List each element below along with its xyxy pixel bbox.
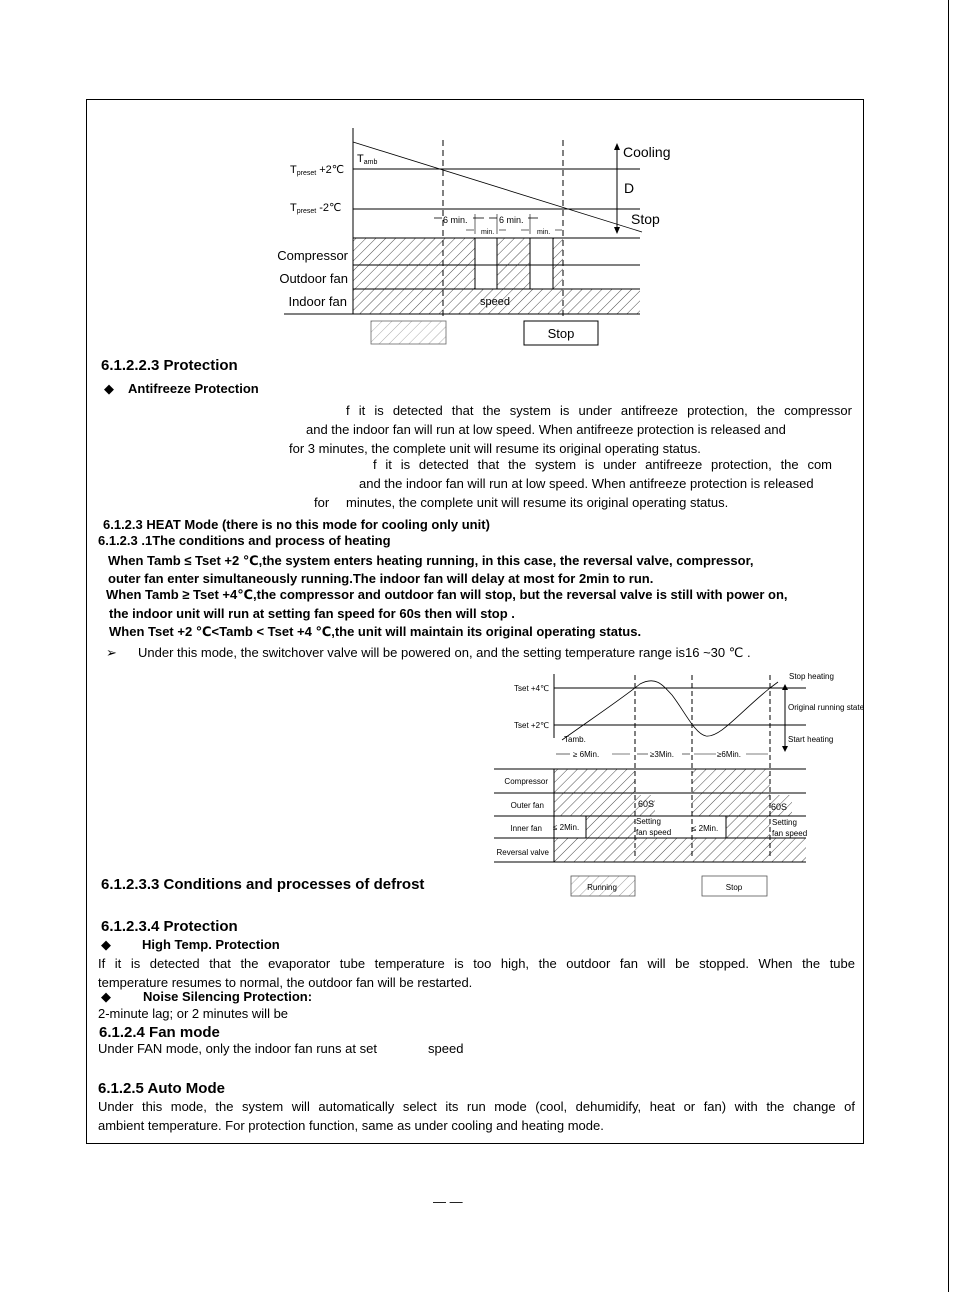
high-temp-title: High Temp. Protection (142, 937, 280, 952)
fan-speed-label-1: fan speed (636, 828, 672, 837)
defrost-heading: 6.1.2.3.3 Conditions and processes of defrost (101, 876, 425, 893)
heat-note: Under this mode, the switchover valve will be powered on, and the setting temperature range is16 ~30 ℃ . (138, 645, 751, 660)
cooling-timing-diagram (260, 120, 700, 352)
start-heating-label: Start heating (788, 735, 834, 744)
auto-mode-line-1: Under this mode, the system will automatically select its run mode (cool, dehumidify, heat or fan) with the change of (98, 1099, 855, 1114)
outdoor-fan-label: Outdoor fan (279, 271, 348, 286)
stop-heating-label: Stop heating (789, 672, 834, 681)
page-edge-line (948, 0, 949, 1292)
high-temp-line-1: If it is detected that the evaporator tube temperature is too high, the outdoor fan will be stopped. When the tube (98, 956, 855, 971)
tset2-label: Tset +2℃ (514, 721, 549, 730)
inner-fan-block-1 (586, 816, 635, 838)
antifreeze-line-1: f it is detected that the system is under antifreeze protection, the compressor (346, 403, 852, 418)
legend-running-label: Running (587, 883, 617, 892)
protection-heading: 6.1.2.2.3 Protection (101, 357, 238, 374)
le2-label-2: ≤ 2Min. (692, 824, 719, 833)
noise-line-1: 2-minute lag; or 2 minutes will be (98, 1006, 289, 1021)
tset4-label: Tset +4℃ (514, 684, 549, 693)
indoor-fan-label: Indoor fan (288, 294, 347, 309)
speed-label: speed (480, 296, 510, 308)
heating-timing-diagram (488, 664, 872, 900)
six-min-label-1: 6 min. (443, 215, 468, 225)
bullet-icon: ◆ (104, 381, 114, 396)
heat-condition-1a: When Tamb ≤ Tset +2 ℃,the system enters heating running, in this case, the reversal valve, compressor, (108, 553, 754, 568)
antifreeze-line-3: for 3 minutes, the complete unit will resume its original operating status. (289, 441, 701, 456)
tamb-label-heat: Tamb. (564, 735, 586, 744)
heat-mode-heading: 6.1.2.3 HEAT Mode (there is no this mode for cooling only unit) (103, 517, 490, 532)
antifreeze-title: Antifreeze Protection (128, 381, 259, 396)
inner-fan-block-2 (726, 816, 770, 838)
reversal-valve-label: Reversal valve (496, 848, 549, 857)
legend-running-swatch (371, 321, 446, 344)
compressor-run-block-1 (353, 238, 475, 289)
tpreset-minus2-label: Tpreset -2℃ (290, 202, 342, 215)
sixty-s-label-2: 60S (771, 802, 788, 812)
antifreeze-line-6a: for (314, 495, 330, 510)
compressor-run-block-2 (497, 238, 530, 289)
d-label: D (624, 180, 635, 196)
min-label-1: min. (481, 229, 495, 236)
heat-condition-3: When Tset +2 ℃<Tamb < Tset +4 ℃,the unit will maintain its original operating status. (109, 624, 642, 639)
tamb-trend-line (353, 142, 642, 232)
antifreeze-line-5: and the indoor fan will run at low speed. When antifreeze protection is released (359, 476, 814, 491)
fan-mode-line-a: Under FAN mode, only the indoor fan runs at set (98, 1041, 377, 1056)
stop-label: Stop (631, 211, 660, 227)
protection2-heading: 6.1.2.3.4 Protection (101, 918, 238, 935)
heat-conditions-subheading: 6.1.2.3 .1The conditions and process of heating (98, 533, 391, 548)
auto-mode-heading: 6.1.2.5 Auto Mode (98, 1080, 225, 1097)
tamb-label: Tamb (357, 153, 378, 166)
page-number-placeholder: — — (433, 1194, 463, 1209)
tpreset-plus2-label: Tpreset +2℃ (290, 164, 345, 177)
setting-label-2: Setting (772, 818, 797, 827)
fan-mode-heading: 6.1.2.4 Fan mode (99, 1024, 220, 1041)
heat-condition-2b: the indoor unit will run at setting fan speed for 60s then will stop . (109, 606, 515, 621)
compressor-outer-fan-block-1 (554, 769, 635, 816)
ge6-label-2: ≥6Min. (717, 750, 741, 759)
heat-condition-1b: outer fan enter simultaneously running.The indoor fan will delay at most for 2min to run. (108, 571, 654, 586)
setting-label-1: Setting (636, 817, 661, 826)
fan-speed-label-2: fan speed (772, 829, 808, 838)
auto-mode-line-2: ambient temperature. For protection function, same as under cooling and heating mode. (98, 1118, 604, 1133)
ge3-label: ≥3Min. (650, 750, 674, 759)
compressor-label-heat: Compressor (504, 777, 548, 786)
high-temp-line-2: temperature resumes to normal, the outdoor fan will be restarted. (98, 975, 473, 990)
tamb-curve (562, 681, 778, 740)
antifreeze-line-2: and the indoor fan will run at low speed. When antifreeze protection is released and (306, 422, 786, 437)
bullet-icon-3: ◆ (101, 989, 111, 1004)
reversal-valve-block (554, 838, 806, 862)
noise-title: Noise Silencing Protection: (143, 989, 313, 1004)
cooling-label: Cooling (623, 144, 671, 160)
legend-stop-label: Stop (547, 326, 575, 341)
le2-label-1: ≤ 2Min. (553, 823, 580, 832)
compressor-label: Compressor (277, 248, 348, 263)
bullet-icon-2: ◆ (101, 937, 111, 952)
heat-condition-2a: When Tamb ≥ Tset +4℃,the compressor and outdoor fan will stop, but the reversal valve is still with power on, (106, 587, 788, 602)
ge6-label-1: ≥ 6Min. (573, 750, 600, 759)
sixty-s-label-1: 60S (638, 799, 655, 809)
compressor-run-block-3 (553, 238, 563, 289)
min-label-2: min. (537, 229, 551, 236)
original-state-label: Original running state (788, 703, 865, 712)
antifreeze-line-4: f it is detected that the system is under antifreeze protection, the com (373, 457, 832, 472)
outer-fan-label: Outer fan (510, 801, 544, 810)
antifreeze-line-6b: minutes, the complete unit will resume its original operating status. (346, 495, 729, 510)
inner-fan-label: Inner fan (510, 824, 542, 833)
arrow-bullet-icon: ➢ (106, 645, 117, 660)
fan-mode-line-b: speed (428, 1041, 464, 1056)
compressor-outer-fan-block-2 (692, 769, 770, 816)
six-min-label-2: 6 min. (499, 215, 524, 225)
legend-stop-label-heat: Stop (725, 883, 743, 892)
